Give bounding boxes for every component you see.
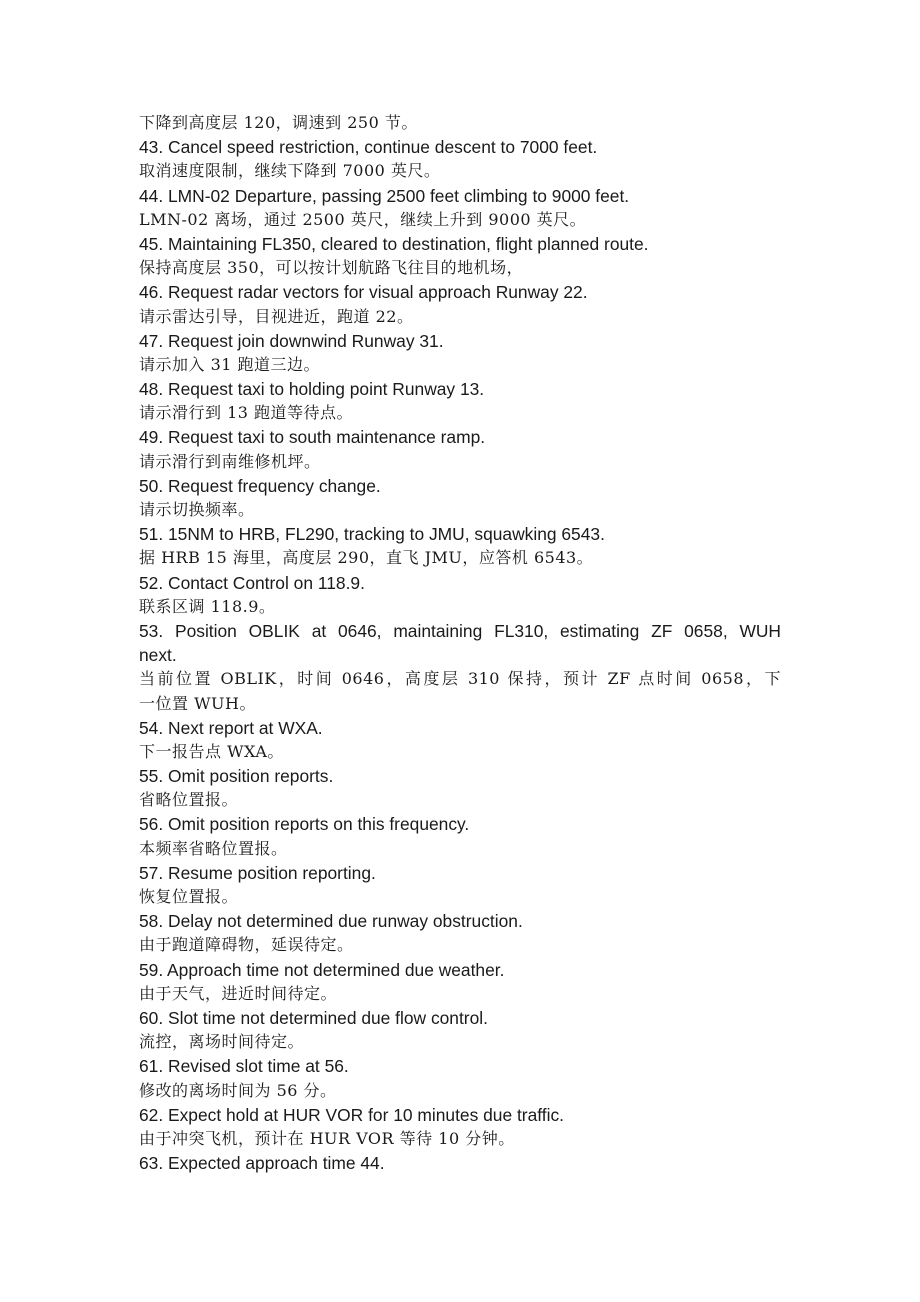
- english-phrase-line: 56. Omit position reports on this frequency.: [139, 814, 470, 835]
- english-phrase-line: 45. Maintaining FL350, cleared to destination, flight planned route.: [139, 233, 649, 254]
- english-phrase-line: next.: [139, 645, 177, 666]
- chinese-translation-line: 一位置 WUH。: [139, 693, 256, 713]
- english-phrase-line: 58. Delay not determined due runway obstruction.: [139, 911, 523, 932]
- chinese-translation-line: 下一报告点 WXA。: [139, 741, 284, 761]
- chinese-translation-line: 流控，离场时间待定。: [139, 1032, 305, 1052]
- english-phrase-line: 50. Request frequency change.: [139, 475, 381, 496]
- english-phrase-line: 63. Expected approach time 44.: [139, 1153, 385, 1174]
- chinese-translation-line: 修改的离场时间为 56 分。: [139, 1080, 337, 1100]
- english-phrase-line: 53. Position OBLIK at 0646, maintaining FL310, estimating ZF 0658, WUH: [139, 620, 781, 641]
- english-phrase-line: 49. Request taxi to south maintenance ramp.: [139, 427, 486, 448]
- chinese-translation-line: 联系区调 118.9。: [139, 596, 276, 616]
- english-phrase-line: 51. 15NM to HRB, FL290, tracking to JMU, squawking 6543.: [139, 524, 605, 545]
- chinese-translation-line: 由于天气，进近时间待定。: [139, 983, 338, 1003]
- chinese-translation-line: 当前位置 OBLIK，时间 0646，高度层 310 保持，预计 ZF 点时间 0658，下: [139, 669, 781, 689]
- english-phrase-line: 48. Request taxi to holding point Runway 13.: [139, 379, 485, 400]
- english-phrase-line: 47. Request join downwind Runway 31.: [139, 330, 444, 351]
- english-phrase-line: 44. LMN-02 Departure, passing 2500 feet climbing to 9000 feet.: [139, 185, 630, 206]
- chinese-translation-line: 省略位置报。: [139, 790, 239, 810]
- chinese-translation-line: 恢复位置报。: [139, 887, 239, 906]
- document-body: [139, 111, 781, 1175]
- english-phrase-line: 61. Revised slot time at 56.: [139, 1056, 349, 1077]
- chinese-translation-line: 请示切换频率。: [139, 500, 255, 519]
- chinese-translation-line: 保持高度层 350，可以按计划航路飞往目的地机场，: [139, 258, 524, 278]
- english-phrase-line: 54. Next report at WXA.: [139, 717, 323, 738]
- chinese-translation-line: 请示雷达引导，目视进近，跑道 22。: [139, 306, 414, 326]
- english-phrase-line: 46. Request radar vectors for visual approach Runway 22.: [139, 282, 588, 303]
- chinese-translation-line: 取消速度限制，继续下降到 7000 英尺。: [139, 161, 441, 181]
- chinese-translation-line: 下降到高度层 120，调速到 250 节。: [139, 113, 418, 132]
- english-phrase-line: 59. Approach time not determined due weather.: [139, 959, 505, 980]
- chinese-translation-line: 本频率省略位置报。: [139, 838, 288, 858]
- english-phrase-line: 62. Expect hold at HUR VOR for 10 minutes due traffic.: [139, 1104, 564, 1125]
- chinese-translation-line: 由于跑道障碍物，延误待定。: [139, 935, 354, 955]
- chinese-translation-line: 请示加入 31 跑道三边。: [139, 354, 321, 374]
- english-phrase-line: 60. Slot time not determined due flow control.: [139, 1007, 488, 1028]
- english-phrase-line: 43. Cancel speed restriction, continue descent to 7000 feet.: [139, 137, 598, 158]
- chinese-translation-line: 由于冲突飞机，预计在 HUR VOR 等待 10 分钟。: [139, 1128, 515, 1148]
- chinese-translation-line: 请示滑行到 13 跑道等待点。: [139, 403, 354, 423]
- chinese-translation-line: 请示滑行到南维修机坪。: [139, 451, 321, 471]
- chinese-translation-line: 据 HRB 15 海里，高度层 290，直飞 JMU，应答机 6543。: [139, 548, 594, 568]
- english-phrase-line: 57. Resume position reporting.: [139, 862, 376, 883]
- english-phrase-line: 52. Contact Control on 118.9.: [139, 572, 365, 593]
- chinese-translation-line: LMN-02 离场，通过 2500 英尺，继续上升到 9000 英尺。: [139, 209, 587, 229]
- english-phrase-line: 55. Omit position reports.: [139, 766, 334, 787]
